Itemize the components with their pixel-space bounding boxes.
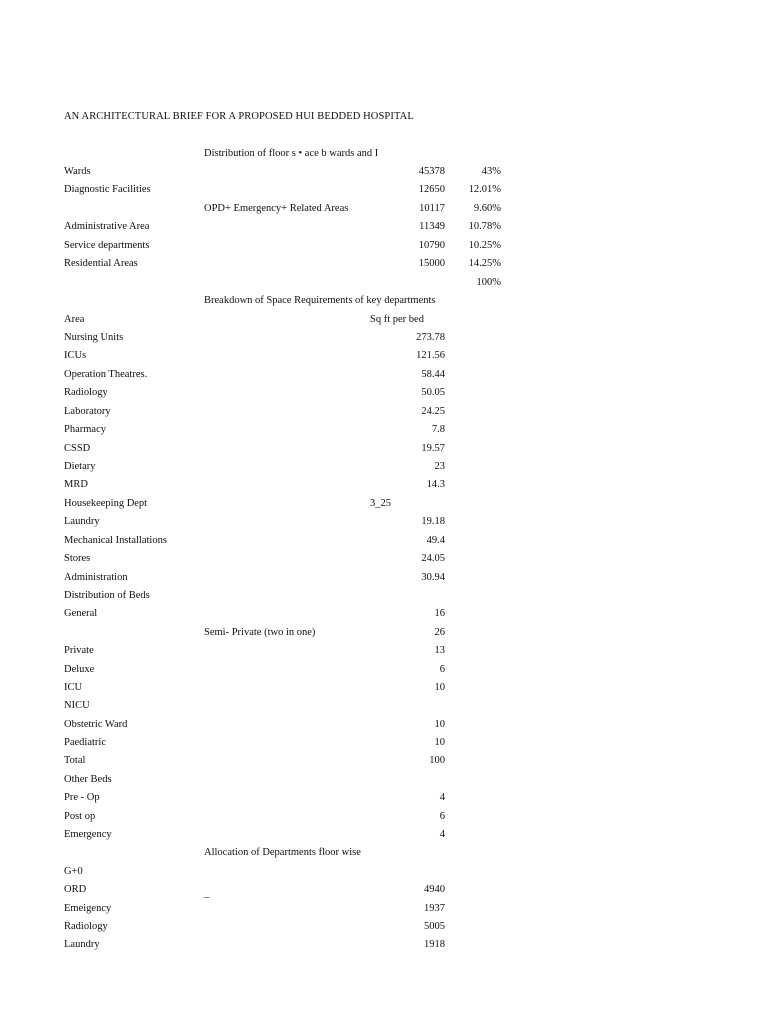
- row-label: ICUs: [64, 350, 87, 361]
- row-value: 58.44: [421, 369, 445, 380]
- row-value: 23: [434, 461, 445, 472]
- row-label: Diagnostic Facilities: [64, 184, 151, 195]
- row-label: Housekeeping Dept: [64, 498, 148, 509]
- table-row: [0, 332, 768, 346]
- row-label: Private: [64, 645, 94, 656]
- row-value: 6: [439, 664, 445, 675]
- row-label: Operation Theatres.: [64, 369, 148, 380]
- row-value: 24.25: [421, 406, 445, 417]
- table-row: [0, 682, 768, 696]
- table-row: [0, 719, 768, 733]
- row-value: 10: [434, 682, 445, 693]
- row-value: 1918: [424, 939, 445, 950]
- row-value: 13: [434, 645, 445, 656]
- space-breakdown-heading: Breakdown of Space Requirements of key departments: [204, 295, 436, 306]
- row-label: Obstetric Ward: [64, 719, 128, 730]
- row-value: 273.78: [416, 332, 445, 343]
- row-percent: 14.25%: [468, 258, 501, 269]
- column-header-row: [0, 314, 768, 328]
- table-row: [0, 755, 768, 769]
- table-row: [0, 424, 768, 438]
- row-sqft: 10117: [419, 203, 445, 214]
- table-row: [0, 240, 768, 254]
- row-value: 26: [434, 627, 445, 638]
- row-label: Administrative Area: [64, 221, 150, 232]
- table-row: [0, 737, 768, 751]
- row-percent: 9.60%: [473, 203, 501, 214]
- row-value: 30.94: [421, 572, 445, 583]
- total-row: [0, 277, 768, 291]
- row-value: 19.18: [421, 516, 445, 527]
- row-value: 1937: [424, 903, 445, 914]
- table-row: [0, 479, 768, 493]
- row-label: Emeigency: [64, 903, 112, 914]
- row-sqft: 12650: [418, 184, 445, 195]
- row-value: 14.3: [426, 479, 445, 490]
- beds-heading: Distribution of Beds: [64, 590, 150, 601]
- row-label: General: [64, 608, 98, 619]
- row-label: ICU: [64, 682, 83, 693]
- table-row: [0, 939, 768, 953]
- floor-label: G+0: [64, 866, 83, 877]
- row-value: 10: [434, 719, 445, 730]
- row-value: 7.8: [431, 424, 445, 435]
- row-label: Service departments: [64, 240, 150, 251]
- row-label: Residential Areas: [64, 258, 138, 269]
- table-row: [0, 572, 768, 586]
- row-label: Pharmacy: [64, 424, 106, 435]
- other-beds-heading-row: [0, 774, 768, 788]
- row-value: 4940: [424, 884, 445, 895]
- table-row: [0, 884, 768, 898]
- row-sqft: 15000: [418, 258, 445, 269]
- table-row: [0, 350, 768, 364]
- row-sqft: 45378: [418, 166, 445, 177]
- row-label: Semi- Private (two in one): [204, 627, 316, 638]
- row-label: OPD+ Emergency+ Related Areas: [204, 203, 349, 214]
- row-value: 10: [434, 737, 445, 748]
- table-row: [0, 811, 768, 825]
- column-header-sqft: Sq ft per bed: [370, 314, 424, 325]
- other-beds-heading: Other Beds: [64, 774, 112, 785]
- table-row: [0, 166, 768, 180]
- table-row: [0, 184, 768, 198]
- row-label: CSSD: [64, 443, 91, 454]
- table-row: [0, 406, 768, 420]
- row-label: Emergency: [64, 829, 112, 840]
- table-row: [0, 516, 768, 530]
- row-value: 19.57: [421, 443, 445, 454]
- column-header-area: Area: [64, 314, 85, 325]
- allocation-heading: Allocation of Departments floor wise: [204, 847, 361, 858]
- table-row: [0, 498, 768, 512]
- table-row: [0, 700, 768, 714]
- row-label: Pre - Op: [64, 792, 100, 803]
- table-row: [0, 664, 768, 678]
- row-sqft: 11349: [419, 221, 445, 232]
- row-label: Paediatric: [64, 737, 106, 748]
- beds-heading-row: [0, 590, 768, 604]
- row-label: NICU: [64, 700, 90, 711]
- row-value: 121.56: [416, 350, 445, 361]
- row-percent: 43%: [481, 166, 501, 177]
- table-row: [0, 792, 768, 806]
- allocation-heading-row: [0, 847, 768, 861]
- row-label: MRD: [64, 479, 88, 490]
- row-label: Mechanical Installations: [64, 535, 167, 546]
- row-label: Post op: [64, 811, 96, 822]
- table-row: [0, 903, 768, 917]
- table-row: [0, 608, 768, 622]
- row-label: Radiology: [64, 921, 108, 932]
- table-row: [0, 627, 768, 641]
- row-value: 16: [434, 608, 445, 619]
- row-sqft: 10790: [418, 240, 445, 251]
- table-row: [0, 645, 768, 659]
- table-row: [0, 921, 768, 935]
- row-percent: 10.78%: [468, 221, 501, 232]
- row-percent: 12.01%: [468, 184, 501, 195]
- total-percent: 100%: [476, 277, 501, 288]
- row-label: Nursing Units: [64, 332, 124, 343]
- table-row: [0, 829, 768, 843]
- table-row: [0, 443, 768, 457]
- table-row: [0, 553, 768, 567]
- space-breakdown-heading-row: [0, 295, 768, 309]
- floor-distribution-heading-row: [0, 148, 768, 162]
- row-label: ORD: [64, 884, 87, 895]
- row-label: Laundry: [64, 939, 100, 950]
- table-row: [0, 369, 768, 383]
- row-label: Dietary: [64, 461, 96, 472]
- document-title: AN ARCHITECTURAL BRIEF FOR A PROPOSED HUI BEDDED HOSPITAL: [64, 111, 414, 122]
- row-value: 24.05: [421, 553, 445, 564]
- table-row: [0, 461, 768, 475]
- table-row: [0, 221, 768, 235]
- row-percent: 10.25%: [468, 240, 501, 251]
- row-value: 4: [439, 792, 445, 803]
- row-label: Laundry: [64, 516, 100, 527]
- row-value: 5005: [424, 921, 445, 932]
- row-label: Radiology: [64, 387, 108, 398]
- table-row: [0, 387, 768, 401]
- floor-label-row: [0, 866, 768, 880]
- row-label: Stores: [64, 553, 91, 564]
- row-value: 100: [429, 755, 445, 766]
- row-label: Laboratory: [64, 406, 111, 417]
- table-row: [0, 535, 768, 549]
- floor-distribution-heading: Distribution of floor s • ace b wards and I: [204, 148, 379, 159]
- row-value: 4: [439, 829, 445, 840]
- row-label: Wards: [64, 166, 91, 177]
- row-value: 6: [439, 811, 445, 822]
- row-value: 49.4: [426, 535, 445, 546]
- row-label: Deluxe: [64, 664, 95, 675]
- table-row: [0, 203, 768, 217]
- table-row: [0, 258, 768, 272]
- row-label: Administration: [64, 572, 128, 583]
- row-value: 50.05: [421, 387, 445, 398]
- row-value: 3_25: [370, 498, 391, 509]
- stray-mark: _: [204, 888, 210, 899]
- row-label: Total: [64, 755, 86, 766]
